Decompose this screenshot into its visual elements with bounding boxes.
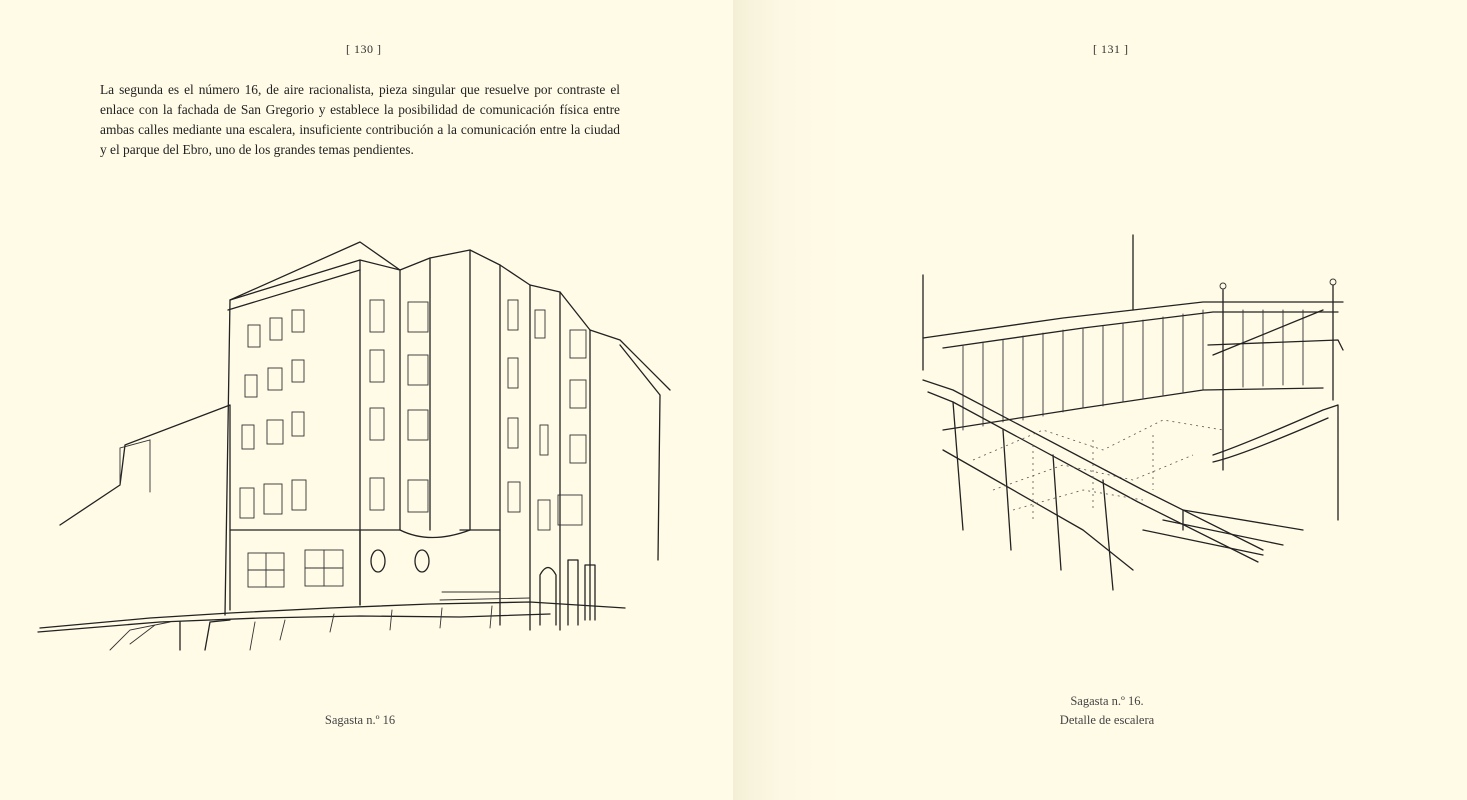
caption-right-line-2: Detalle de escalera [1059,713,1155,727]
staircase-sketch-icon [883,230,1363,610]
building-sketch-icon [30,230,680,670]
page-number-right: [ 131 ] [1093,42,1129,56]
left-page [0,0,733,800]
caption-right [1007,692,1207,730]
right-page [733,0,1467,800]
page-number-left: [ 130 ] [346,42,382,56]
caption-right-line-1: Sagasta n.º 16. [1070,694,1144,708]
body-paragraph: La segunda es el número 16, de aire racionalista, pieza singular que resuelve por contraste el enlace con la fachada de San Gregorio y establece la posibilidad de comunicación física entre ambas calles mediante una escalera, insuficiente contribución a la comunicación entre la ciudad y el parque del Ebro, uno de los grandes temas pendientes. [100,82,620,157]
caption-left: Sagasta n.º 16 [324,713,396,727]
